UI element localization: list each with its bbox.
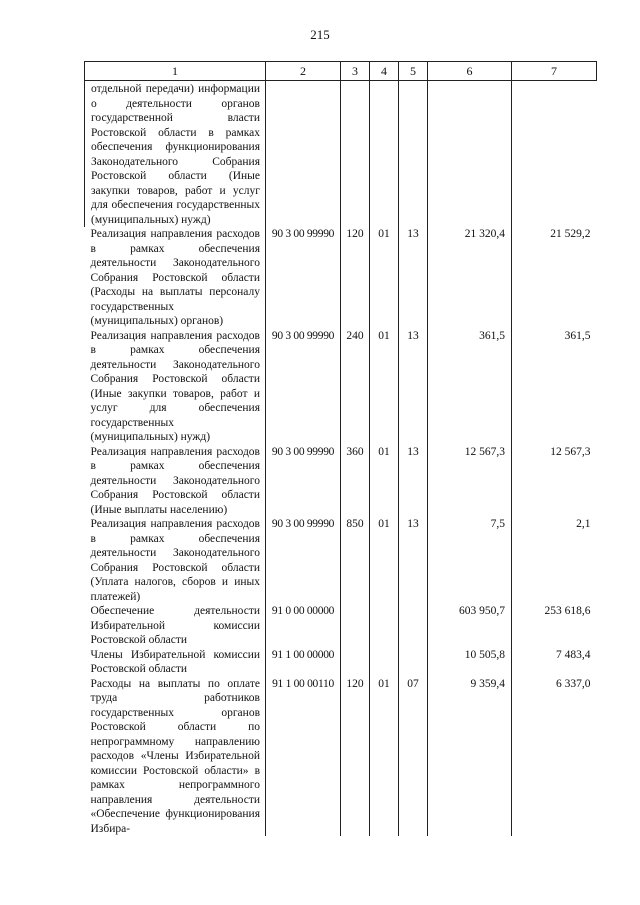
- row-subsection: 13: [399, 329, 428, 445]
- row-target-code: 90 3 00 99990: [266, 227, 341, 329]
- row-expense-type: 850: [341, 517, 370, 604]
- row-amount-col7: 12 567,3: [512, 445, 597, 518]
- row-subsection: 13: [399, 517, 428, 604]
- header-col-5: 5: [399, 62, 428, 81]
- row-subsection: 13: [399, 445, 428, 518]
- header-col-1: 1: [85, 62, 266, 81]
- row-description: Расходы на выплаты по оплате труда работников государственных органов Ростовской области по непрограммному направлению расходов «Члены Избирательной комиссии Ростовской области» в рамках непрограммного направления деятельности «Обеспечение функционирования Избира-: [90, 677, 260, 835]
- row-target-code: 91 1 00 00110: [266, 677, 341, 837]
- row-subsection: [399, 648, 428, 677]
- table-header-row: [85, 62, 597, 81]
- header-col-6: 6: [428, 62, 512, 81]
- row-target-code: [266, 81, 341, 228]
- row-subsection: [399, 604, 428, 648]
- table-row: [85, 604, 597, 648]
- row-description: Обеспечение деятельности Избирательной комиссии Ростовской области: [90, 605, 260, 646]
- table-row: [85, 227, 597, 329]
- table-row: [85, 81, 597, 228]
- row-section: [370, 81, 399, 228]
- row-expense-type: [341, 604, 370, 648]
- header-col-3: 3: [341, 62, 370, 81]
- row-amount-col7: 253 618,6: [512, 604, 597, 648]
- row-expense-type: 120: [341, 677, 370, 837]
- row-description: Реализация направления расходов в рамках обеспечения деятельности Законодательного Собрания Ростовской области (Иные выплаты населению): [90, 445, 260, 516]
- row-target-code: 91 0 00 00000: [266, 604, 341, 648]
- row-description: Члены Избирательной комиссии Ростовской области: [90, 648, 260, 675]
- row-section: 01: [370, 677, 399, 837]
- row-section: 01: [370, 445, 399, 518]
- row-amount-col7: 7 483,4: [512, 648, 597, 677]
- page-number: 215: [310, 27, 330, 42]
- row-expense-type: 360: [341, 445, 370, 518]
- row-description: Реализация направления расходов в рамках обеспечения деятельности Законодательного Собрания Ростовской области (Уплата налогов, сборов и иных платежей): [90, 518, 260, 603]
- row-amount-col6: 21 320,4: [428, 227, 512, 329]
- budget-table: [84, 61, 597, 836]
- row-expense-type: 120: [341, 227, 370, 329]
- row-amount-col6: 603 950,7: [428, 604, 512, 648]
- table-row: [85, 648, 597, 677]
- row-subsection: 07: [399, 677, 428, 837]
- row-amount-col6: 10 505,8: [428, 648, 512, 677]
- table-row: [85, 445, 597, 518]
- row-amount-col6: 7,5: [428, 517, 512, 604]
- header-col-2: 2: [266, 62, 341, 81]
- row-target-code: 91 1 00 00000: [266, 648, 341, 677]
- row-description: Реализация направления расходов в рамках обеспечения деятельности Законодательного Собрания Ростовской области (Иные закупки товаров, работ и услуг для обеспечения государственных (муниципальных) нужд): [90, 329, 260, 443]
- row-amount-col6: [428, 81, 512, 228]
- row-description: Реализация направления расходов в рамках обеспечения деятельности Законодательного Собрания Ростовской области (Расходы на выплаты персоналу государственных (муниципальных) органов): [90, 228, 260, 327]
- row-section: 01: [370, 329, 399, 445]
- row-amount-col7: 21 529,2: [512, 227, 597, 329]
- header-col-7: 7: [512, 62, 597, 81]
- row-subsection: 13: [399, 227, 428, 329]
- header-col-4: 4: [370, 62, 399, 81]
- row-target-code: 90 3 00 99990: [266, 517, 341, 604]
- row-amount-col7: 361,5: [512, 329, 597, 445]
- table-row: [85, 329, 597, 445]
- row-amount-col7: 6 337,0: [512, 677, 597, 837]
- row-description: отдельной передачи) информации о деятельности органов государственной власти Ростовской области в рамках обеспечения функционирования Законодательного Собрания Ростовской области (Иные закупки товаров, работ и услуг для обеспечения государственных (муниципальных) нужд): [85, 81, 266, 228]
- row-section: [370, 604, 399, 648]
- row-amount-col6: 12 567,3: [428, 445, 512, 518]
- row-expense-type: 240: [341, 329, 370, 445]
- row-amount-col6: 9 359,4: [428, 677, 512, 837]
- table-row: [85, 677, 597, 837]
- row-target-code: 90 3 00 99990: [266, 445, 341, 518]
- row-amount-col7: [512, 81, 597, 228]
- row-amount-col6: 361,5: [428, 329, 512, 445]
- row-target-code: 90 3 00 99990: [266, 329, 341, 445]
- row-expense-type: [341, 81, 370, 228]
- row-section: 01: [370, 227, 399, 329]
- row-section: [370, 648, 399, 677]
- row-section: 01: [370, 517, 399, 604]
- table-row: [85, 517, 597, 604]
- row-subsection: [399, 81, 428, 228]
- row-amount-col7: 2,1: [512, 517, 597, 604]
- row-expense-type: [341, 648, 370, 677]
